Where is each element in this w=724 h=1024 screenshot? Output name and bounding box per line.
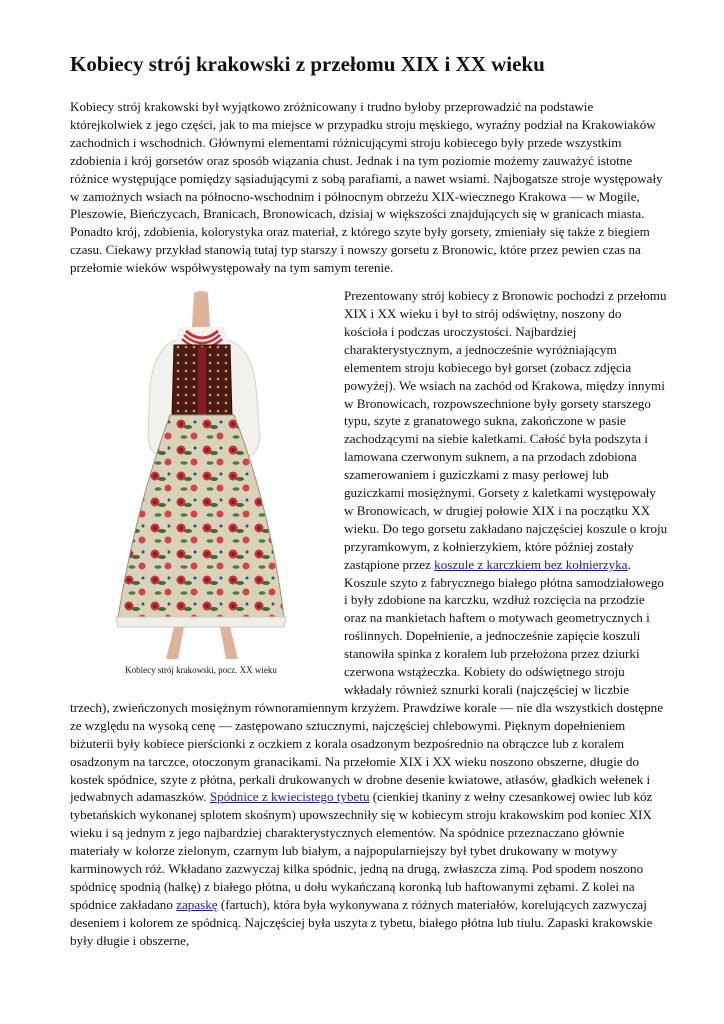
costume-figure: [70, 287, 332, 684]
link-shirts-yoke[interactable]: koszule z karczkiem bez kołnierzyka: [434, 556, 628, 572]
intro-paragraph: Kobiecy strój krakowski był wyjątkowo zróżnicowany i trudno byłoby przeprowadzić na podstawie którejkolwiek z jego części, jak to ma miejsce w przypadku stroju męskiego, wyraźny podział na Krakowiaków zachodnich i wschodnich. Głównymi elementami różnicującymi stroju kobiecego były przede wszystkim zdobienia i krój gorsetów oraz sposób wiązania chust. Jednak i na tym poziomie możemy zauważyć istotne różnice występujące pomiędzy sąsiadującymi z sobą parafiami, a nawet wsiami. Najbogatsze stroje występowały w zamożnych wsiach na północno-wschodnim i północnym obrzeżu XIX-wiecznego Krakowa — w Mogile, Pleszowie, Bieńczycach, Branicach, Bronowicach, dzisiaj w większości znajdujących się w granicach miasta. Ponadto krój, zdobienia, kolorystyka oraz materiał, z którego szyte były gorsety, zmieniały się także z biegiem czasu. Ciekawy przykład stanowią tutaj typ starszy i nowszy gorsetu z Bronowic, które przez pewien czas na przełomie wieków współwystępowały na tym samym terenie.: [70, 99, 663, 276]
figure-caption: Kobiecy strój krakowski, pocz. XX wieku: [125, 665, 277, 676]
link-tibet-skirts[interactable]: Spódnice z kwiecistego tybetu: [209, 789, 370, 805]
body-text-1: Prezentowany strój kobiecy z Bronowic pochodzi z przełomu XIX i XX wieku i był to strój odświętny, noszony do kościoła i podczas uroczystości. Najbardziej charakterystycznym, a jednocześnie wyróżniającym elementem stroju kobiecego był gorset (zobacz zdjęcia powyżej). We wsiach na zachód od Krakowa, między innymi w Bronowicach, rozpowszechnione były gorsety starszego typu, szyte z granatowego sukna, zakończone w pasie zachodzącymi na siebie kaletkami. Całość była podszyta i lamowana czerwonym suknem, a na przodach zdobiona szamerowaniem i guziczkami z masy perłowej lub guziczkami mosiężnymi. Gorsety z kaletkami występowały w Bronowicach, w drugiej połowie XIX i na początku XX wieku. Do tego gorsetu zakładano najczęściej koszule o kroju przyramkowym, z kołnierzykiem, które później zostały zastąpione przez: [344, 288, 668, 572]
mannequin-legs: [166, 627, 238, 659]
body-text-3: (cienkiej tkaniny z wełny czesankowej owiec lub kóz tybetańskich wykonanej splotem skośnym) upowszechniły się w kobiecym stroju krakowskim pod koniec XIX wieku i są jednym z jego najbardziej charakterystycznych elementów. Na spódnice przeznaczano głównie materiały w kolorze zielonym, czarnym lub białym, a najpopularniejszy był tybet drukowany w motywy karminowych róż. Wkładano zazwyczaj kilka spódnic, jedną na drugą, zwłaszcza zimą. Pod spodem noszono spódnicę spodnią (halkę) z białego płótna, u dołu wykańczaną koronką lub haftowanymi zębami. Z kolei na spódnice zakładano: [70, 789, 653, 912]
body-text-4: (fartuch), która była wykonywana z różnych materiałów, korelujących zazwyczaj deseniem i kolorem ze spódnicą. Najczęściej była uszyta z tybetu, białego płótna lub tiulu. Zapaski krakowskie były długie i obszerne,: [70, 896, 653, 948]
mannequin-neck: [192, 291, 210, 327]
link-apron[interactable]: zapaskę: [176, 896, 218, 912]
flowered-skirt: [118, 415, 284, 617]
petticoat-edge: [116, 617, 286, 627]
body-section: [70, 287, 668, 950]
page-title: Kobiecy strój krakowski z przełomu XIX i XX wieku: [70, 52, 545, 76]
body-text-2: . Koszule szyto z fabrycznego białego płótna samodziałowego i były zdobione na karczku, wzdłuż rozcięcia na przodzie oraz na mankietach haftem o motywach geometrycznych i roślinnych. Dopełnienie, a jednocześnie zapięcie koszuli stanowiła spinka z koralem lub przełożona przez dziurki czerwona wstążeczka. Kobiety do odświętnego stroju wkładały również sznurki korali (najczęściej w liczbie trzech), zwieńczonych mosiężnym równoramiennym krzyżem. Prawdziwe korale — nie dla wszystkich dostępne ze względu na wysoką cenę — zastępowano sztucznymi, najczęściej chlebowymi. Pięknym dopełnieniem biżuterii były kobiece pierścionki z oczkiem z korala osadzonym bezpośrednio na obrączce lub z koralem osadzonym na tarczce, otoczonym granacikami. Na przełomie XIX i XX wieku noszono obszerne, długie do kostek spódnice, szyte z płótna, perkali drukowanych w drobne desenie kwiatowe, atłasów, gładkich wełenek i jedwabnych adamaszków.: [70, 556, 664, 805]
costume-photo: [70, 287, 332, 663]
